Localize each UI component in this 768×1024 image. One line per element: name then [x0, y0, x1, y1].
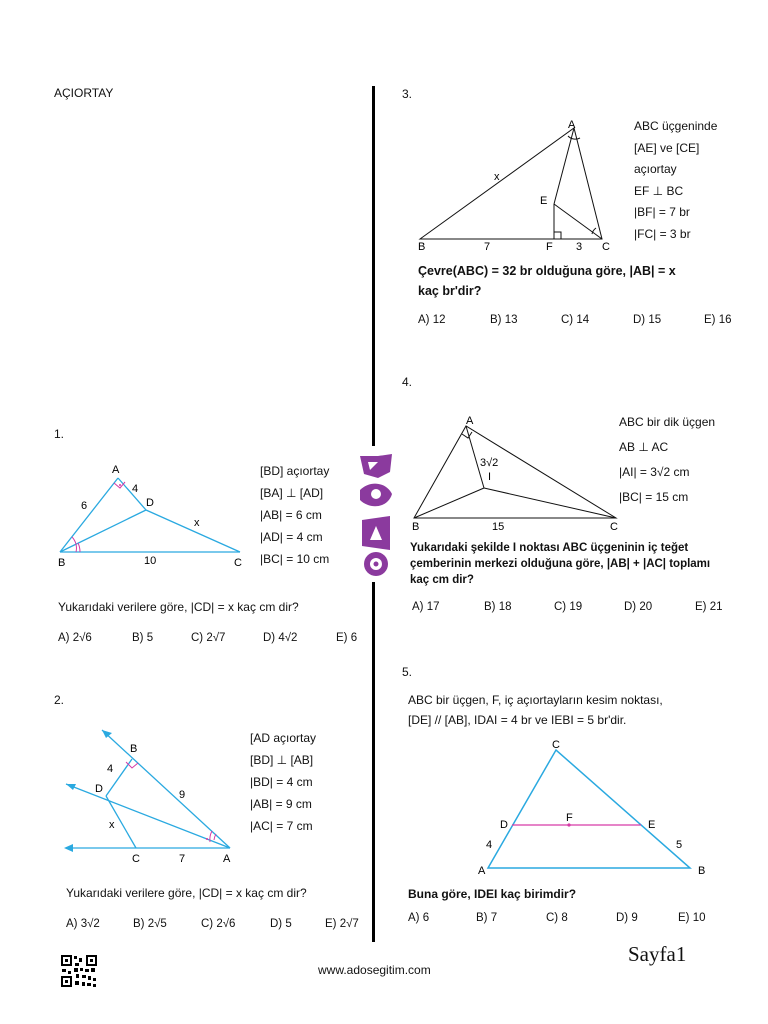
q4-given-4: |BC| = 15 cm — [619, 490, 689, 504]
q3-number: 3. — [402, 87, 413, 101]
q3-given-1: ABC üçgeninde — [634, 119, 718, 133]
q2-given-2: [BD] ⊥ [AB] — [250, 753, 314, 767]
q2-label-bd: 4 — [107, 763, 114, 775]
q5-label-da: 4 — [486, 839, 493, 851]
q3-label-e: E — [540, 195, 548, 207]
q4-given-3: |AI| = 3√2 cm — [619, 465, 690, 479]
q5-statement-line2: [DE] // [AB], IDAI = 4 br ve IEBI = 5 br'dir. — [408, 713, 627, 727]
q4-figure — [408, 412, 624, 536]
q4-label-c: C — [610, 521, 618, 533]
q4-givens — [619, 410, 715, 510]
q2-option-d[interactable]: D) 5 — [270, 918, 292, 930]
q4-label-b: B — [412, 521, 420, 533]
q1-option-b[interactable]: B) 5 — [132, 632, 154, 644]
q2-label-x: x — [109, 819, 115, 831]
q2-question: Yukarıdaki verilere göre, |CD| = x kaç cm dir? — [66, 886, 307, 900]
q1-label-ab: 6 — [81, 500, 88, 512]
q2-number: 2. — [54, 693, 65, 707]
q2-given-1: [AD açıortay — [250, 731, 317, 745]
q3-given-4: EF ⊥ BC — [634, 183, 684, 198]
q3-given-3: açıortay — [634, 162, 677, 176]
q5-option-e[interactable]: E) 10 — [678, 912, 706, 924]
q3-label-fc: 3 — [576, 241, 583, 253]
q5-label-e: E — [648, 819, 656, 831]
q4-given-1: ABC bir dik üçgen — [619, 415, 716, 429]
q1-number: 1. — [54, 427, 65, 441]
q3-givens — [634, 116, 717, 245]
qr-code-icon — [60, 954, 98, 988]
q3-option-b[interactable]: B) 13 — [490, 314, 518, 326]
q3-figure — [412, 116, 622, 254]
q1-figure — [50, 458, 250, 570]
q1-label-x: x — [194, 517, 200, 529]
q4-label-a: A — [466, 415, 474, 427]
q2-option-c[interactable]: C) 2√6 — [201, 918, 236, 930]
q3-label-x: x — [494, 171, 500, 183]
q4-label-ai: 3√2 — [480, 457, 499, 469]
q5-label-a: A — [478, 865, 486, 877]
q2-given-5: |AC| = 7 cm — [250, 819, 313, 833]
q1-given-3: |AB| = 6 cm — [260, 508, 322, 522]
q2-label-b: B — [130, 743, 138, 755]
q2-label-ab: 9 — [179, 789, 186, 801]
q4-question-line1: Yukarıdaki şekilde I noktası ABC üçgeninin iç teğet — [410, 542, 689, 554]
q5-option-b[interactable]: B) 7 — [476, 912, 498, 924]
q3-given-6: |FC| = 3 br — [634, 226, 691, 241]
q5-statement-line1: ABC bir üçgen, F, iç açıortayların kesim noktası, — [408, 693, 663, 707]
q3-option-d[interactable]: D) 15 — [633, 314, 662, 326]
q3-label-b: B — [418, 241, 426, 253]
q5-question: Buna göre, IDEI kaç birimdir? — [408, 887, 577, 901]
q1-label-d: D — [146, 497, 154, 509]
q1-given-2: [BA] ⊥ [AD] — [260, 486, 324, 500]
q4-given-2: AB ⊥ AC — [619, 440, 669, 454]
q2-option-b[interactable]: B) 2√5 — [133, 918, 167, 930]
q3-option-e[interactable]: E) 16 — [704, 314, 732, 326]
q4-question-line3: kaç cm dir? — [410, 574, 474, 586]
q4-option-e[interactable]: E) 21 — [695, 601, 723, 613]
q3-given-5: |BF| = 7 br — [634, 205, 690, 219]
q2-givens — [250, 727, 316, 837]
q2-figure — [60, 722, 245, 867]
q1-option-e[interactable]: E) 6 — [336, 632, 358, 644]
q4-question-line2: çemberinin merkezi olduğuna göre, |AB| + |AC| toplamı — [410, 558, 711, 570]
q2-label-c: C — [132, 853, 140, 865]
q1-option-d[interactable]: D) 4√2 — [263, 632, 298, 644]
q5-label-c: C — [552, 739, 560, 751]
q3-label-bf: 7 — [484, 241, 491, 253]
q2-label-ac: 7 — [179, 853, 186, 865]
q2-given-4: |AB| = 9 cm — [250, 797, 312, 811]
q2-label-a: A — [223, 853, 231, 865]
q1-label-c: C — [234, 557, 242, 569]
q5-option-a[interactable]: A) 6 — [408, 912, 430, 924]
ados-logo — [356, 450, 396, 580]
q3-option-a[interactable]: A) 12 — [418, 314, 446, 326]
q2-option-e[interactable]: E) 2√7 — [325, 918, 359, 930]
q1-option-a[interactable]: A) 2√6 — [58, 632, 92, 644]
q1-question: Yukarıdaki verilere göre, |CD| = x kaç cm dir? — [58, 600, 299, 614]
q1-givens — [260, 460, 329, 570]
q3-given-2: [AE] ve [CE] — [634, 140, 700, 155]
q5-label-eb: 5 — [676, 839, 683, 851]
q4-option-c[interactable]: C) 19 — [554, 601, 583, 613]
q1-label-ad: 4 — [132, 483, 139, 495]
q2-given-3: |BD| = 4 cm — [250, 775, 313, 789]
q4-label-i: I — [488, 471, 492, 483]
q3-option-c[interactable]: C) 14 — [561, 314, 590, 326]
q2-option-a[interactable]: A) 3√2 — [66, 918, 100, 930]
q5-option-d[interactable]: D) 9 — [616, 912, 638, 924]
footer-url[interactable]: www.adosegitim.com — [318, 963, 431, 977]
q3-label-c: C — [602, 241, 610, 253]
q1-label-a: A — [112, 464, 120, 476]
q5-label-f: F — [566, 812, 573, 824]
q1-label-b: B — [58, 557, 66, 569]
q3-label-a: A — [568, 119, 576, 131]
q1-given-1: [BD] açıortay — [260, 464, 330, 478]
q1-label-bc: 10 — [144, 555, 157, 567]
q3-question-line2: kaç br'dir? — [418, 284, 482, 298]
q5-label-b: B — [698, 865, 706, 877]
q5-option-c[interactable]: C) 8 — [546, 912, 568, 924]
q5-label-d: D — [500, 819, 508, 831]
q1-given-4: |AD| = 4 cm — [260, 530, 323, 544]
q4-label-bc: 15 — [492, 521, 505, 533]
q5-figure — [474, 736, 714, 880]
q5-number: 5. — [402, 665, 413, 679]
q3-question-line1: Çevre(ABC) = 32 br olduğuna göre, |AB| = x — [418, 264, 676, 278]
q4-option-a[interactable]: A) 17 — [412, 601, 440, 613]
section-title: AÇIORTAY — [54, 86, 114, 100]
q3-label-f: F — [546, 241, 553, 253]
q1-option-c[interactable]: C) 2√7 — [191, 632, 226, 644]
q2-label-d: D — [95, 783, 103, 795]
q1-given-5: |BC| = 10 cm — [260, 552, 330, 566]
q4-number: 4. — [402, 375, 413, 389]
q4-option-b[interactable]: B) 18 — [484, 601, 512, 613]
page-label: Sayfa1 — [628, 942, 687, 966]
q4-option-d[interactable]: D) 20 — [624, 601, 653, 613]
